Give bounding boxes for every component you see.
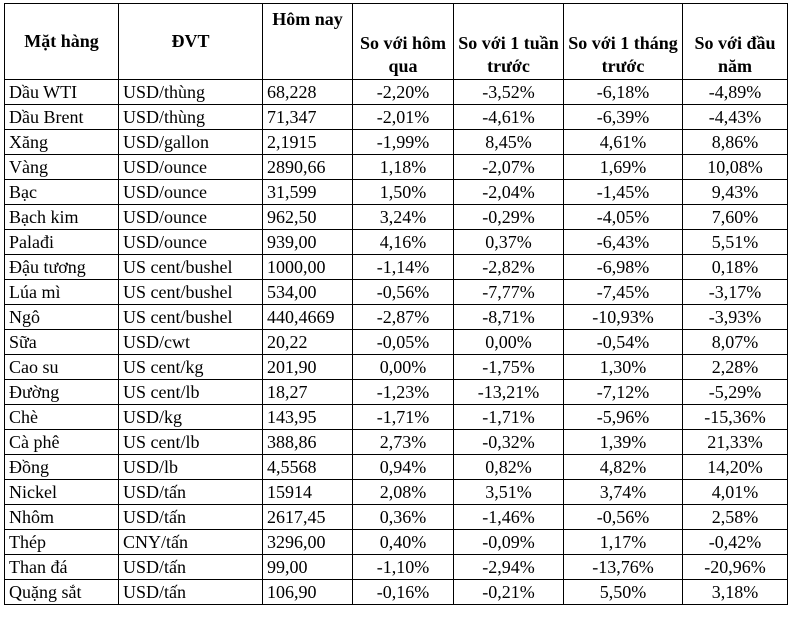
cell-unit: USD/cwt <box>119 330 263 355</box>
cell-commodity: Xăng <box>5 130 119 155</box>
cell-commodity: Ngô <box>5 305 119 330</box>
cell-vs-last-month: 5,50% <box>564 580 683 605</box>
cell-vs-last-month: -7,45% <box>564 280 683 305</box>
table-row <box>5 580 788 605</box>
cell-vs-last-month: -1,45% <box>564 180 683 205</box>
cell-commodity: Nhôm <box>5 505 119 530</box>
cell-vs-year-start: -4,89% <box>683 80 788 105</box>
cell-today: 4,5568 <box>263 455 353 480</box>
cell-vs-yesterday: -0,05% <box>353 330 454 355</box>
cell-vs-last-month: -13,76% <box>564 555 683 580</box>
cell-commodity: Dầu Brent <box>5 105 119 130</box>
cell-vs-last-week: 8,45% <box>454 130 564 155</box>
cell-unit: USD/ounce <box>119 155 263 180</box>
table-row <box>5 405 788 430</box>
cell-vs-yesterday: -1,99% <box>353 130 454 155</box>
cell-commodity: Quặng sắt <box>5 580 119 605</box>
cell-today: 939,00 <box>263 230 353 255</box>
cell-commodity: Lúa mì <box>5 280 119 305</box>
cell-vs-yesterday: 1,50% <box>353 180 454 205</box>
cell-today: 68,228 <box>263 80 353 105</box>
cell-unit: USD/thùng <box>119 105 263 130</box>
cell-vs-year-start: 7,60% <box>683 205 788 230</box>
cell-vs-last-week: -4,61% <box>454 105 564 130</box>
header-row <box>5 4 788 80</box>
table-row <box>5 280 788 305</box>
cell-vs-last-month: -6,39% <box>564 105 683 130</box>
cell-unit: USD/gallon <box>119 130 263 155</box>
cell-vs-last-week: 0,82% <box>454 455 564 480</box>
cell-today: 1000,00 <box>263 255 353 280</box>
cell-today: 143,95 <box>263 405 353 430</box>
cell-vs-last-week: -13,21% <box>454 380 564 405</box>
table-body <box>5 80 788 605</box>
cell-vs-yesterday: 4,16% <box>353 230 454 255</box>
cell-vs-year-start: 3,18% <box>683 580 788 605</box>
cell-vs-yesterday: 2,73% <box>353 430 454 455</box>
cell-unit: CNY/tấn <box>119 530 263 555</box>
cell-commodity: Bạch kim <box>5 205 119 230</box>
cell-commodity: Cao su <box>5 355 119 380</box>
cell-vs-year-start: -5,29% <box>683 380 788 405</box>
cell-vs-yesterday: -1,71% <box>353 405 454 430</box>
cell-vs-year-start: -4,43% <box>683 105 788 130</box>
cell-vs-last-month: 3,74% <box>564 480 683 505</box>
table-row <box>5 180 788 205</box>
cell-commodity: Thép <box>5 530 119 555</box>
cell-vs-last-month: 1,30% <box>564 355 683 380</box>
cell-vs-last-week: 0,00% <box>454 330 564 355</box>
cell-vs-last-week: 3,51% <box>454 480 564 505</box>
cell-vs-year-start: 2,28% <box>683 355 788 380</box>
cell-today: 201,90 <box>263 355 353 380</box>
table-row <box>5 230 788 255</box>
cell-vs-year-start: 14,20% <box>683 455 788 480</box>
cell-vs-last-month: -0,54% <box>564 330 683 355</box>
cell-today: 31,599 <box>263 180 353 205</box>
cell-unit: USD/tấn <box>119 580 263 605</box>
cell-vs-year-start: 5,51% <box>683 230 788 255</box>
cell-vs-last-week: -2,82% <box>454 255 564 280</box>
table-row <box>5 130 788 155</box>
cell-vs-last-week: -0,21% <box>454 580 564 605</box>
cell-commodity: Bạc <box>5 180 119 205</box>
cell-commodity: Chè <box>5 405 119 430</box>
cell-vs-last-month: 4,82% <box>564 455 683 480</box>
cell-unit: USD/ounce <box>119 180 263 205</box>
cell-today: 534,00 <box>263 280 353 305</box>
cell-vs-yesterday: 0,40% <box>353 530 454 555</box>
cell-vs-last-month: 1,69% <box>564 155 683 180</box>
cell-vs-last-week: -2,04% <box>454 180 564 205</box>
cell-vs-year-start: 2,58% <box>683 505 788 530</box>
table-row <box>5 530 788 555</box>
table-row <box>5 80 788 105</box>
cell-unit: US cent/bushel <box>119 280 263 305</box>
cell-commodity: Vàng <box>5 155 119 180</box>
cell-vs-last-week: -0,09% <box>454 530 564 555</box>
header-unit: ĐVT <box>119 4 263 80</box>
cell-vs-last-week: -0,32% <box>454 430 564 455</box>
cell-vs-year-start: 21,33% <box>683 430 788 455</box>
cell-vs-year-start: -20,96% <box>683 555 788 580</box>
cell-vs-last-month: -6,98% <box>564 255 683 280</box>
cell-vs-last-month: -0,56% <box>564 505 683 530</box>
cell-vs-last-month: 1,17% <box>564 530 683 555</box>
cell-today: 2890,66 <box>263 155 353 180</box>
cell-today: 440,4669 <box>263 305 353 330</box>
cell-today: 2617,45 <box>263 505 353 530</box>
cell-vs-yesterday: -1,10% <box>353 555 454 580</box>
cell-today: 20,22 <box>263 330 353 355</box>
cell-vs-last-week: -0,29% <box>454 205 564 230</box>
cell-vs-last-week: -1,46% <box>454 505 564 530</box>
cell-vs-last-week: -7,77% <box>454 280 564 305</box>
table-row <box>5 255 788 280</box>
cell-vs-yesterday: -1,23% <box>353 380 454 405</box>
cell-commodity: Đồng <box>5 455 119 480</box>
cell-vs-last-month: -6,43% <box>564 230 683 255</box>
cell-vs-year-start: -15,36% <box>683 405 788 430</box>
cell-vs-year-start: 4,01% <box>683 480 788 505</box>
cell-commodity: Đường <box>5 380 119 405</box>
cell-commodity: Sữa <box>5 330 119 355</box>
cell-vs-last-month: 1,39% <box>564 430 683 455</box>
cell-unit: USD/thùng <box>119 80 263 105</box>
cell-today: 2,1915 <box>263 130 353 155</box>
cell-vs-yesterday: 0,94% <box>353 455 454 480</box>
cell-unit: US cent/bushel <box>119 255 263 280</box>
cell-vs-yesterday: -2,01% <box>353 105 454 130</box>
table-row <box>5 455 788 480</box>
cell-unit: USD/ounce <box>119 205 263 230</box>
cell-unit: USD/tấn <box>119 505 263 530</box>
table-row <box>5 155 788 180</box>
cell-unit: USD/kg <box>119 405 263 430</box>
cell-unit: US cent/lb <box>119 380 263 405</box>
cell-vs-yesterday: 1,18% <box>353 155 454 180</box>
table-row <box>5 305 788 330</box>
header-commodity: Mặt hàng <box>5 4 119 80</box>
cell-unit: US cent/lb <box>119 430 263 455</box>
table-row <box>5 480 788 505</box>
cell-vs-last-week: -1,71% <box>454 405 564 430</box>
table-row <box>5 555 788 580</box>
cell-vs-last-week: -1,75% <box>454 355 564 380</box>
cell-vs-last-month: -4,05% <box>564 205 683 230</box>
cell-today: 15914 <box>263 480 353 505</box>
cell-vs-year-start: 8,86% <box>683 130 788 155</box>
cell-unit: USD/tấn <box>119 555 263 580</box>
cell-vs-last-week: 0,37% <box>454 230 564 255</box>
cell-vs-year-start: -3,93% <box>683 305 788 330</box>
cell-vs-last-week: -8,71% <box>454 305 564 330</box>
cell-vs-yesterday: 3,24% <box>353 205 454 230</box>
cell-vs-year-start: -3,17% <box>683 280 788 305</box>
cell-vs-year-start: 9,43% <box>683 180 788 205</box>
cell-vs-last-week: -2,94% <box>454 555 564 580</box>
header-vs-last-week: So với 1 tuần trước <box>454 4 564 80</box>
cell-vs-yesterday: 2,08% <box>353 480 454 505</box>
cell-unit: USD/lb <box>119 455 263 480</box>
cell-unit: USD/tấn <box>119 480 263 505</box>
cell-vs-last-month: 4,61% <box>564 130 683 155</box>
cell-vs-yesterday: 0,00% <box>353 355 454 380</box>
header-vs-year-start: So với đầu năm <box>683 4 788 80</box>
cell-commodity: Đậu tương <box>5 255 119 280</box>
cell-commodity: Than đá <box>5 555 119 580</box>
cell-today: 71,347 <box>263 105 353 130</box>
cell-vs-last-month: -6,18% <box>564 80 683 105</box>
cell-vs-year-start: 8,07% <box>683 330 788 355</box>
cell-vs-yesterday: -1,14% <box>353 255 454 280</box>
table-row <box>5 430 788 455</box>
cell-vs-yesterday: -0,56% <box>353 280 454 305</box>
cell-today: 3296,00 <box>263 530 353 555</box>
cell-unit: USD/ounce <box>119 230 263 255</box>
cell-vs-year-start: -0,42% <box>683 530 788 555</box>
header-today: Hôm nay <box>263 4 353 80</box>
table-row <box>5 355 788 380</box>
cell-commodity: Palađi <box>5 230 119 255</box>
cell-vs-last-week: -2,07% <box>454 155 564 180</box>
header-vs-yesterday: So với hôm qua <box>353 4 454 80</box>
table-row <box>5 105 788 130</box>
table-row <box>5 505 788 530</box>
cell-unit: US cent/bushel <box>119 305 263 330</box>
cell-vs-yesterday: 0,36% <box>353 505 454 530</box>
table-row <box>5 380 788 405</box>
cell-today: 18,27 <box>263 380 353 405</box>
cell-vs-last-month: -7,12% <box>564 380 683 405</box>
cell-today: 962,50 <box>263 205 353 230</box>
cell-vs-yesterday: -0,16% <box>353 580 454 605</box>
table-row <box>5 205 788 230</box>
header-vs-last-month: So với 1 tháng trước <box>564 4 683 80</box>
cell-today: 106,90 <box>263 580 353 605</box>
cell-vs-last-month: -5,96% <box>564 405 683 430</box>
cell-commodity: Nickel <box>5 480 119 505</box>
cell-vs-yesterday: -2,20% <box>353 80 454 105</box>
cell-vs-last-week: -3,52% <box>454 80 564 105</box>
cell-vs-last-month: -10,93% <box>564 305 683 330</box>
cell-unit: US cent/kg <box>119 355 263 380</box>
cell-vs-year-start: 0,18% <box>683 255 788 280</box>
cell-today: 388,86 <box>263 430 353 455</box>
cell-vs-year-start: 10,08% <box>683 155 788 180</box>
table-row <box>5 330 788 355</box>
cell-today: 99,00 <box>263 555 353 580</box>
cell-commodity: Dầu WTI <box>5 80 119 105</box>
cell-commodity: Cà phê <box>5 430 119 455</box>
cell-vs-yesterday: -2,87% <box>353 305 454 330</box>
commodity-price-table <box>4 3 788 605</box>
